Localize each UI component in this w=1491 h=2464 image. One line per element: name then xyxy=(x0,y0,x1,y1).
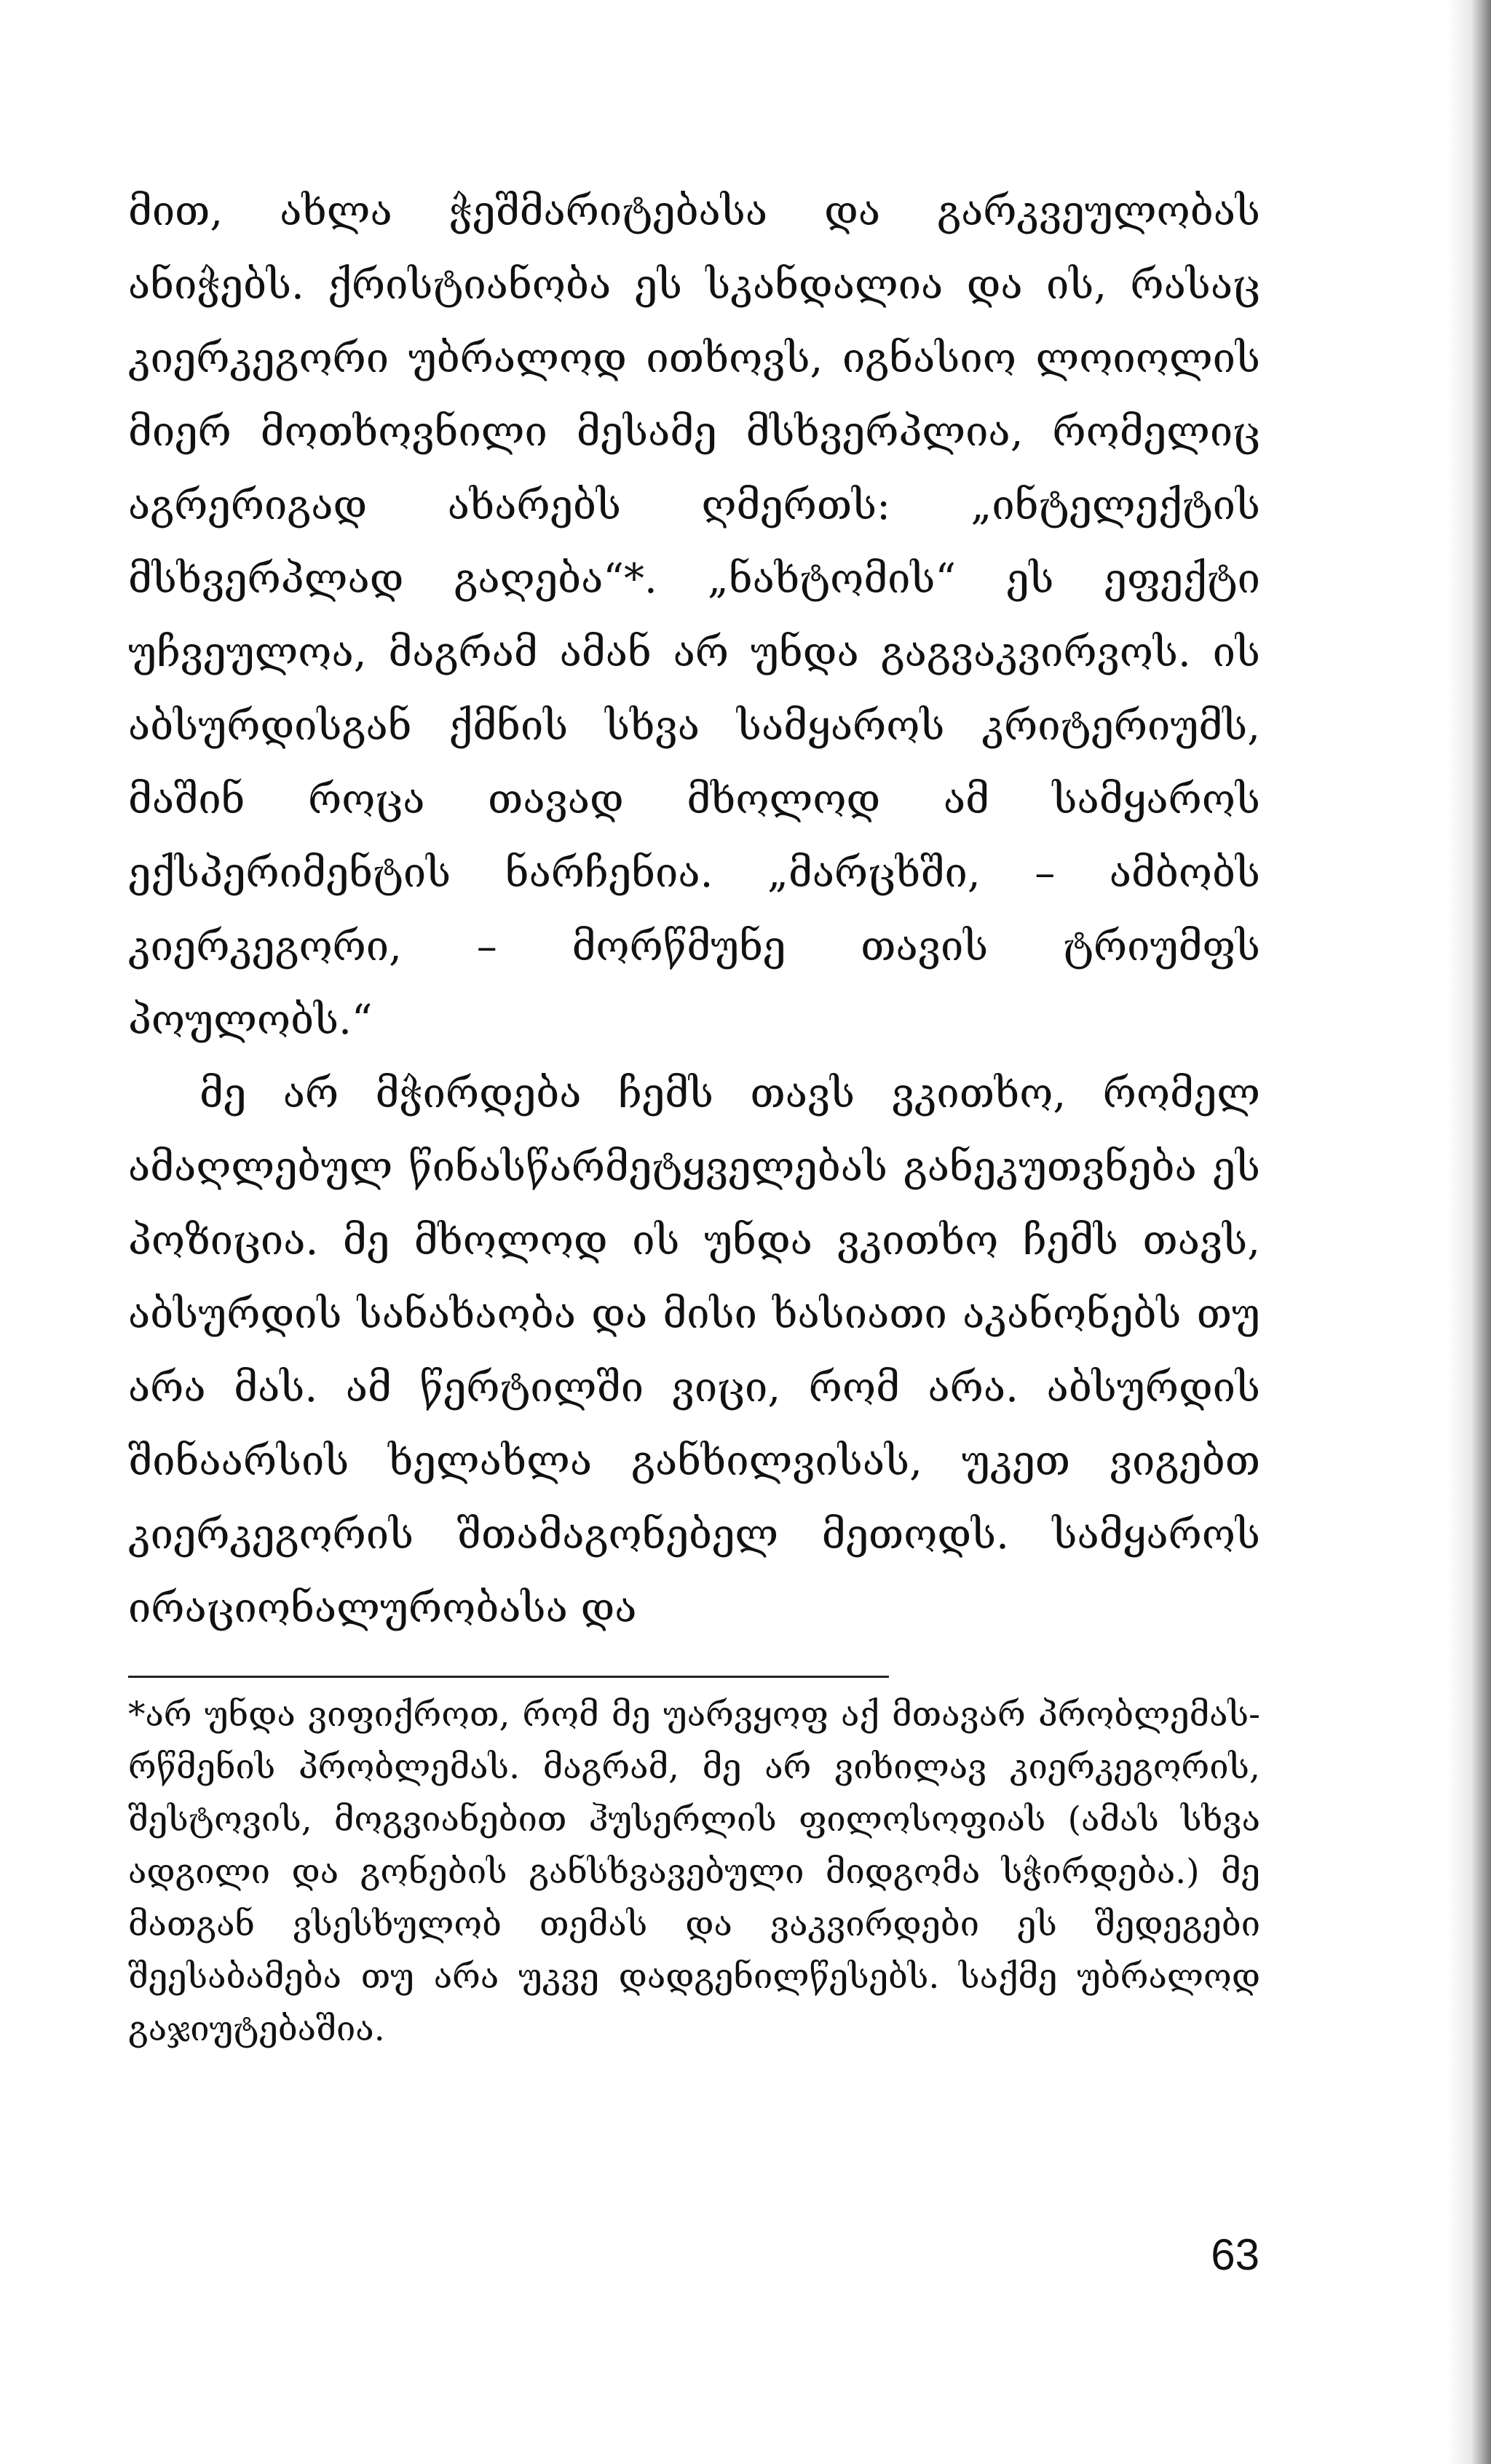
main-text xyxy=(128,175,1260,1645)
footnote: *არ უნდა ვიფიქროთ, რომ მე უარვყოფ აქ მთავარ პრობლემას-რწმენის პრობლემას. მაგრამ, მე არ ვიხილავ კიერკეგორის, შესტოვის, მოგვიანებით ჰუსერლის ფილოსოფიას (ამას სხვა ადგილი და გონების განსხვავებული მიდგომა სჭირდება.) მე მათგან ვსესხულობ თემას და ვაკვირდები ეს შედეგები შეესაბამება თუ არა უკვე დადგენილწესებს. საქმე უბრალოდ გაჯიუტებაშია. xyxy=(128,1695,1260,2049)
footnote-divider xyxy=(128,1676,889,1678)
page-edge-shadow xyxy=(1447,0,1491,2464)
paragraph-new: მე არ მჭირდება ჩემს თავს ვკითხო, რომელ ამაღლებულ წინასწარმეტყველებას განეკუთვნება ეს პოზიცია. მე მხოლოდ ის უნდა ვკითხო ჩემს თავს, აბსურდის სანახაობა და მისი ხასიათი აკანონებს თუ არა მას. ამ წერტილში ვიცი, რომ არა. აბსურდის შინაარსის ხელახლა განხილვისას, უკეთ ვიგებთ კიერკეგორის შთამაგონებელ მეთოდს. სამყაროს ირაციონალურობასა და xyxy=(128,1070,1260,1632)
paragraph-continued: მით, ახლა ჭეშმარიტებასა და გარკვეულობას ანიჭებს. ქრისტიანობა ეს სკანდალია და ის, რასაც კიერკეგორი უბრალოდ ითხოვს, იგნასიო ლოიოლის მიერ მოთხოვნილი მესამე მსხვერპლია, რომელიც აგრერიგად ახარებს ღმერთს: „ინტელექტის მსხვერპლად გაღება“*. „ნახტომის“ ეს ეფექტი უჩვეულოა, მაგრამ ამან არ უნდა გაგვაკვირვოს. ის აბსურდისგან ქმნის სხვა სამყაროს კრიტერიუმს, მაშინ როცა თავად მხოლოდ ამ სამყაროს ექსპერიმენტის ნარჩენია. „მარცხში, – ამბობს კიერკეგორი, – მორწმუნე თავის ტრიუმფს პოულობს.“ xyxy=(128,188,1260,1044)
page-number: 63 xyxy=(1211,2230,1259,2279)
